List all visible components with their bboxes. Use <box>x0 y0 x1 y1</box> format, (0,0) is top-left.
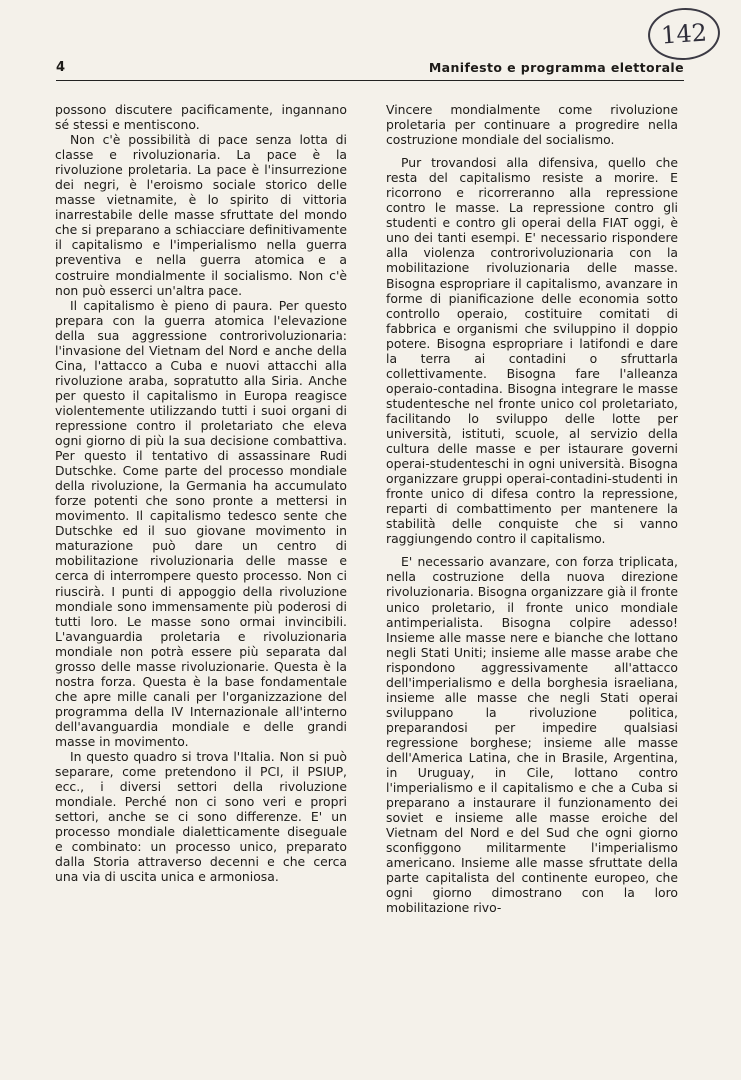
paragraph: E' necessario avanzare, con forza triplicata, nella costruzione della nuova direzione rivoluzionaria. Bisogna organizzare già il fronte unico proletario, il fronte unico mondiale antimperialista. Bisogna colpire adesso! Insieme alle masse nere e bianche che lottano negli Stati Uniti; insieme alle masse arabe che rispondono aggressivamente all'attacco dell'imperialismo e della borghesia israeliana, insieme alle masse che negli Stati operai sviluppano la rivoluzione politica, preparandosi per impedire qualsiasi regressione borghese; insieme alle masse dell'America Latina, che in Brasile, Argentina, in Uruguay, in Cile, lottano contro l'imperialismo e il capitalismo e che a Cuba si preparano a instaurare il funzionamento dei soviet e insieme alle masse eroiche del Vietnam del Nord e del Sud che ogni giorno sconfiggono militarmente l'imperialismo americano. Insieme alle masse sfruttate della parte capitalista del continente europeo, che ogni giorno dimostrano con la loro mobilitazione rivo- <box>386 554 678 916</box>
stamp-number: 142 <box>660 18 708 50</box>
page-header <box>56 58 684 81</box>
paragraph: Pur trovandosi alla difensiva, quello che resta del capitalismo resiste a morire. E ricorrono e ricorreranno alla repressione contro le masse. La repressione contro gli studenti e contro gli operai della FIAT oggi, è uno dei tanti esempi. E' necessario rispondere alla violenza controrivoluzionaria con la mobilitazione rivoluzionaria delle masse. Bisogna espropriare il capitalismo, avanzare in forme di pianificazione delle economia sotto controllo operaio, costituire comitati di fabbrica e organismi che sviluppino il doppio potere. Bisogna espropriare i latifondi e dare la terra ai contadini o sfruttarla collettivamente. Bisogna fare l'alleanza operaio-contadina. Bisogna integrare le masse studentesche nel fronte unico col proletariato, facilitando lo sviluppo delle lotte per università, istituti, scuole, al servizio della cultura delle masse e per istaurare governi operai-studenteschi in ogni università. Bisogna organizzare gruppi operai-contadini-studenti in fronte unico di difesa contro la repressione, reparti di combattimento per mantenere la stabilità delle conquiste che si vanno raggiungendo contro il capitalismo. <box>386 155 678 547</box>
paragraph: Il capitalismo è pieno di paura. Per questo prepara con la guerra atomica l'elevazione della sua aggressione controrivoluzionaria: l'invasione del Vietnam del Nord e anche della Cina, l'attacco a Cuba e nuovi attacchi alla rivoluzione araba, sopratutto alla Siria. Anche per questo il capitalismo in Europa reagisce violentemente utilizzando tutti i suoi organi di repressione contro il proletariato che eleva ogni giorno di più la sua decisione combattiva. Per questo il tentativo di assassinare Rudi Dutschke. Come parte del processo mondiale della rivoluzione, la Germania ha accumulato forze potenti che sono pronte a mettersi in movimento. Il capitalismo tedesco sente che Dutschke ed il suo giovane movimento in maturazione può dare un centro di mobilitazione rivoluzionaria delle masse e cerca di interrompere questo processo. Non ci riuscirà. I punti di appoggio della rivoluzione mondiale sono immensamente più poderosi di tutti loro. Le masse sono ormai invincibili. L'avanguardia proletaria e rivoluzionaria mondiale non potrà essere più separata dal grosso delle masse rivoluzionarie. Questa è la nostra forza. Questa è la base fondamentale che apre mille canali per l'organizzazione del programma della IV Internazionale all'interno dell'avanguardia mondiale e delle grandi masse in movimento. <box>55 297 347 749</box>
paragraph: possono discutere pacificamente, ingannano sé stessi e mentiscono. <box>55 102 347 133</box>
archive-number-stamp <box>646 6 721 63</box>
page-number: 4 <box>56 60 66 75</box>
paragraph: Vincere mondialmente come rivoluzione proletaria per continuare a progredire nella costruzione mondiale del socialismo. <box>386 102 678 148</box>
right-column <box>386 102 678 915</box>
running-title: Manifesto e programma elettorale <box>428 60 684 75</box>
paragraph: Non c'è possibilità di pace senza lotta di classe e rivoluzionaria. La pace è la rivoluzione proletaria. La pace è l'insurrezione dei negri, è l'eroismo sociale storico delle masse vietnamite, è lo spirito di vittoria inarrestabile delle masse sfruttate del mondo che si preparano a schiacciare definitivamente il capitalismo e l'imperialismo nella guerra preventiva e nella guerra atomica e a costruire mondialmente il socialismo. Non c'è non può esserci un'altra pace. <box>55 132 347 298</box>
left-column <box>55 102 347 884</box>
paragraph: In questo quadro si trova l'Italia. Non si può separare, come pretendono il PCI, il PSIUP, ecc., i diversi settori della rivoluzione mondiale. Perché non ci sono veri e propri settori, anche se ci sono differenze. E' un processo mondiale dialetticamente diseguale e combinato: un processo unico, preparato dalla Storia attraverso decenni e che cerca una via di uscita unica e armoniosa. <box>55 749 347 885</box>
